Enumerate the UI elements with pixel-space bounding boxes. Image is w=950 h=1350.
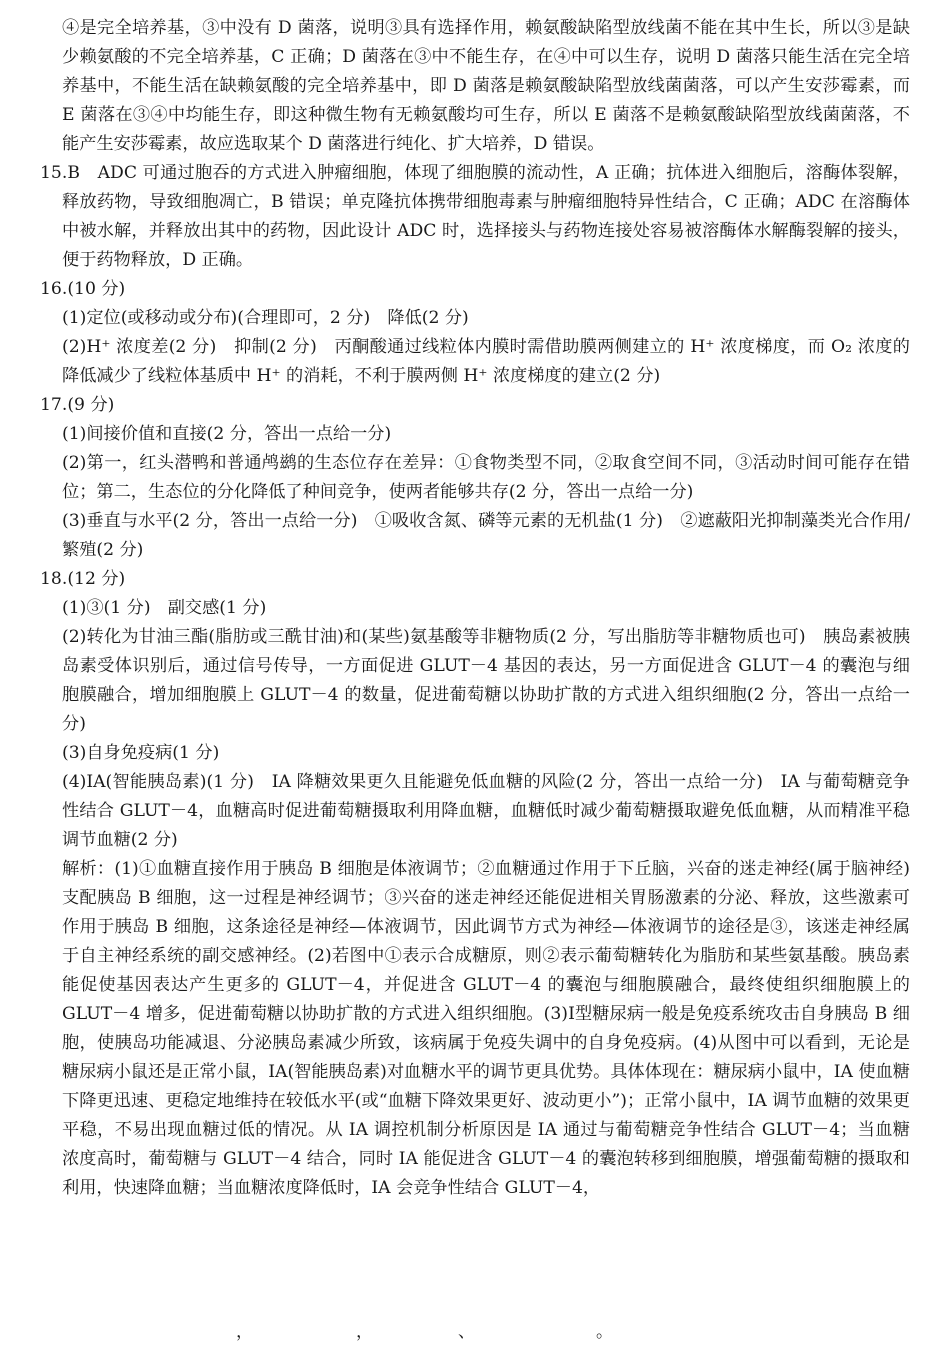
question-heading: 16.(10 分) bbox=[40, 279, 126, 299]
answer-paragraph: (2)第一，红头潜鸭和普通鸬鹚的生态位存在差异：①食物类型不同，②取食空间不同，③活动时间可能存在错位；第二，生态位的分化降低了种间竞争，使两者能够共存(2 分，答出一点给一分) bbox=[62, 453, 910, 502]
answer-paragraph: (2)转化为甘油三酯(脂肪或三酰甘油)和(某些)氨基酸等非糖物质(2 分，写出脂肪等非糖物质也可) 胰岛素被胰岛素受体识别后，通过信号传导，一方面促进 GLUT－4 基因的表达，另一方面促进含 GLUT－4 的囊泡与细胞膜融合，增加细胞膜上 GLUT－4 的数量，促进葡萄糖以协助扩散的方式进入组织细胞(2 分，答出一点给一分) bbox=[62, 627, 910, 734]
answer-paragraph: (3)垂直与水平(2 分，答出一点给一分) ①吸收含氮、磷等元素的无机盐(1 分) ②遮蔽阳光抑制藻类光合作用/繁殖(2 分) bbox=[62, 511, 910, 560]
question-heading: 18.(12 分) bbox=[40, 569, 126, 589]
trailing-mark: ， bbox=[236, 1322, 253, 1342]
answer-content bbox=[40, 14, 910, 1203]
answer-paragraph: (1)定位(或移动或分布)(合理即可，2 分) 降低(2 分) bbox=[62, 308, 469, 328]
answer-paragraph: (2)H⁺ 浓度差(2 分) 抑制(2 分) 丙酮酸通过线粒体内膜时需借助膜两侧建立的 H⁺ 浓度梯度，而 O₂ 浓度的降低减少了线粒体基质中 H⁺ 的消耗，不利于膜两侧 H⁺ 浓度梯度的建立(2 分) bbox=[62, 337, 910, 386]
trailing-mark: 、 bbox=[458, 1322, 475, 1342]
answer-paragraph: ④是完全培养基，③中没有 D 菌落，说明③具有选择作用，赖氨酸缺陷型放线菌不能在其中生长，所以③是缺少赖氨酸的不完全培养基，C 正确；D 菌落在③中不能生存，在④中可以生存，说明 D 菌落只能生活在完全培养基中，不能生活在缺赖氨酸的完全培养基中，即 D 菌落是赖氨酸缺陷型放线菌菌落，可以产生安莎霉素，而 E 菌落在③④中均能生存，即这种微生物有无赖氨酸均可生存，所以 E 菌落不是赖氨酸缺陷型放线菌菌落，不能产生安莎霉素，故应选取某个 D 菌落进行纯化、扩大培养，D 错误。 bbox=[62, 18, 910, 154]
answer-paragraph: (3)自身免疫病(1 分) bbox=[62, 743, 220, 763]
answer-paragraph: (4)IA(智能胰岛素)(1 分) IA 降糖效果更久且能避免低血糖的风险(2 分，答出一点给一分) IA 与葡萄糖竞争性结合 GLUT－4，血糖高时促进葡萄糖摄取利用降血糖，血糖低时减少葡萄糖摄取避免低血糖，从而精准平稳调节血糖(2 分) bbox=[62, 772, 910, 850]
cut-off-line bbox=[40, 1322, 910, 1344]
answer-paragraph: (1)③(1 分) 副交感(1 分) bbox=[62, 598, 267, 618]
answer-paragraph: (1)间接价值和直接(2 分，答出一点给一分) bbox=[62, 424, 392, 444]
trailing-mark: 。 bbox=[596, 1322, 613, 1342]
answer-paragraph: 解析：(1)①血糖直接作用于胰岛 B 细胞是体液调节；②血糖通过作用于下丘脑，兴奋的迷走神经(属于脑神经)支配胰岛 B 细胞，这一过程是神经调节；③兴奋的迷走神经还能促进相关胃肠激素的分泌、释放，这些激素可作用于胰岛 B 细胞，这条途径是神经—体液调节，因此调节方式为神经—体液调节的途径是③，该迷走神经属于自主神经系统的副交感神经。(2)若图中①表示合成糖原，则②表示葡萄糖转化为脂肪和某些氨基酸。胰岛素能促使基因表达产生更多的 GLUT－4，并促进含 GLUT－4 的囊泡与细胞膜融合，最终使组织细胞膜上的 GLUT－4 增多，促进葡萄糖以协助扩散的方式进入组织细胞。(3)Ⅰ型糖尿病一般是免疫系统攻击自身胰岛 B 细胞，使胰岛功能减退、分泌胰岛素减少所致，该病属于免疫失调中的自身免疫病。(4)从图中可以看到，无论是糖尿病小鼠还是正常小鼠，IA(智能胰岛素)对血糖水平的调节更具优势。具体体现在：糖尿病小鼠中，IA 使血糖下降更迅速、更稳定地维持在较低水平(或“血糖下降效果更好、波动更小”)；正常小鼠中，IA 调节血糖的效果更平稳，不易出现血糖过低的情况。从 IA 调控机制分析原因是 IA 通过与葡萄糖竞争性结合 GLUT－4；当血糖浓度高时，葡萄糖与 GLUT－4 结合，同时 IA 能促进含 GLUT－4 的囊泡转移到细胞膜，增强葡萄糖的摄取和利用，快速降血糖；当血糖浓度降低时，IA 会竞争性结合 GLUT－4， bbox=[62, 859, 910, 1198]
question-heading: 17.(9 分) bbox=[40, 395, 115, 415]
trailing-mark: ， bbox=[356, 1322, 373, 1342]
answer-paragraph: 15.B ADC 可通过胞吞的方式进入肿瘤细胞，体现了细胞膜的流动性，A 正确；抗体进入细胞后，溶酶体裂解，释放药物，导致细胞凋亡，B 错误；单克隆抗体携带细胞毒素与肿瘤细胞特异性结合，C 正确；ADC 在溶酶体中被水解，并释放出其中的药物，因此设计 ADC 时，选择接头与药物连接处容易被溶酶体水解酶裂解的接头，便于药物释放，D 正确。 bbox=[40, 163, 910, 270]
